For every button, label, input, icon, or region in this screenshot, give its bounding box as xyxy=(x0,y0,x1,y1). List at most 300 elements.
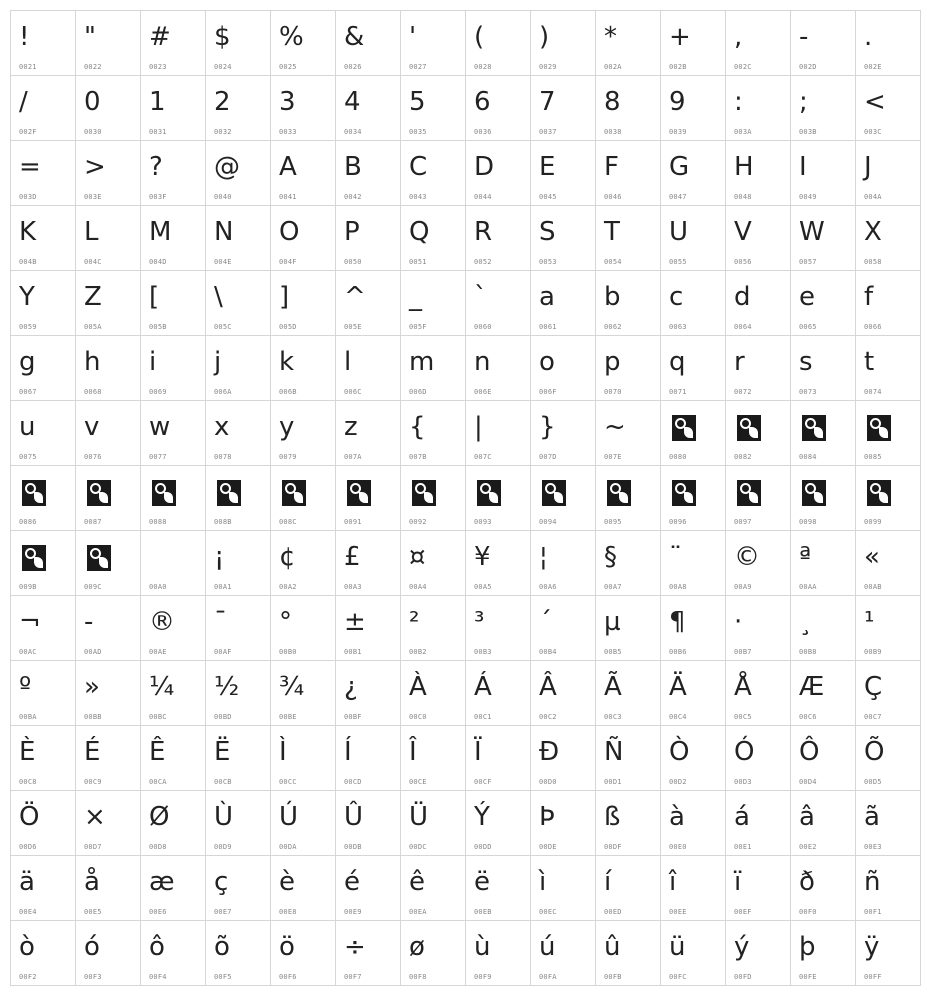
glyph-code: 00AD xyxy=(84,648,102,656)
glyph-cell xyxy=(271,206,335,270)
glyph-cell xyxy=(76,11,140,75)
glyph-code: 00F7 xyxy=(344,973,362,981)
glyph-cell xyxy=(661,271,725,335)
glyph-char: ¨ xyxy=(669,542,682,572)
glyph-cell xyxy=(401,856,465,920)
glyph-code: 0073 xyxy=(799,388,817,396)
glyph-char: þ xyxy=(799,932,816,962)
glyph-char: ½ xyxy=(214,672,240,702)
glyph-char: 1 xyxy=(149,87,166,117)
glyph-code: 00B5 xyxy=(604,648,622,656)
glyph-cell xyxy=(726,11,790,75)
glyph-cell xyxy=(76,856,140,920)
glyph-char: E xyxy=(539,152,556,182)
missing-glyph-icon xyxy=(217,480,241,506)
glyph-code: 004F xyxy=(279,258,297,266)
glyph-code: 00C8 xyxy=(19,778,37,786)
glyph-code: 00EE xyxy=(669,908,687,916)
glyph-cell xyxy=(856,856,920,920)
glyph-code: 00AB xyxy=(864,583,882,591)
missing-glyph-icon xyxy=(477,480,501,506)
glyph-cell xyxy=(466,726,530,790)
glyph-code: 0074 xyxy=(864,388,882,396)
glyph-char: Ê xyxy=(149,737,166,767)
glyph-code: 002B xyxy=(669,63,687,71)
glyph-cell xyxy=(11,466,75,530)
glyph-char: ý xyxy=(734,932,750,962)
glyph-cell xyxy=(141,596,205,660)
glyph-cell xyxy=(206,531,270,595)
glyph-char: { xyxy=(409,412,426,442)
glyph-code: 0079 xyxy=(279,453,297,461)
glyph-char: S xyxy=(539,217,556,247)
glyph-cell xyxy=(206,401,270,465)
glyph-char: ó xyxy=(84,932,100,962)
glyph-cell xyxy=(141,76,205,140)
glyph-code: 0086 xyxy=(19,518,37,526)
glyph-code: 0035 xyxy=(409,128,427,136)
glyph-cell xyxy=(401,76,465,140)
glyph-code: 00D1 xyxy=(604,778,622,786)
glyph-code: 00BC xyxy=(149,713,167,721)
missing-glyph-icon xyxy=(867,480,891,506)
glyph-code: 0031 xyxy=(149,128,167,136)
glyph-code: 0093 xyxy=(474,518,492,526)
glyph-code: 00BB xyxy=(84,713,102,721)
glyph-cell xyxy=(206,661,270,725)
missing-glyph-icon xyxy=(737,480,761,506)
glyph-code: 00EC xyxy=(539,908,557,916)
glyph-char: á xyxy=(734,802,750,832)
glyph-cell xyxy=(76,661,140,725)
glyph-char: v xyxy=(84,412,100,442)
glyph-cell xyxy=(271,466,335,530)
glyph-char: d xyxy=(734,282,751,312)
glyph-char: Î xyxy=(409,737,417,767)
glyph-cell xyxy=(726,661,790,725)
glyph-char: Q xyxy=(409,217,430,247)
glyph-cell xyxy=(856,271,920,335)
glyph-code: 00D4 xyxy=(799,778,817,786)
glyph-code: 0027 xyxy=(409,63,427,71)
glyph-char: ! xyxy=(19,22,30,52)
glyph-char: Ò xyxy=(669,737,690,767)
glyph-cell xyxy=(141,141,205,205)
glyph-code: 0099 xyxy=(864,518,882,526)
glyph-cell xyxy=(336,271,400,335)
glyph-code: 00FD xyxy=(734,973,752,981)
glyph-code: 00F5 xyxy=(214,973,232,981)
glyph-char: Ô xyxy=(799,737,820,767)
glyph-char: æ xyxy=(149,867,175,897)
glyph-char: | xyxy=(474,412,483,442)
glyph-char: £ xyxy=(344,542,361,572)
glyph-char: T xyxy=(604,217,620,247)
glyph-char: z xyxy=(344,412,358,442)
glyph-char: 3 xyxy=(279,87,296,117)
glyph-code: 00D5 xyxy=(864,778,882,786)
glyph-cell xyxy=(76,206,140,270)
glyph-cell xyxy=(856,141,920,205)
glyph-code: 00FB xyxy=(604,973,622,981)
glyph-cell xyxy=(336,466,400,530)
glyph-char: L xyxy=(84,217,99,247)
glyph-cell xyxy=(336,531,400,595)
glyph-char: Ý xyxy=(474,802,490,832)
glyph-cell xyxy=(466,856,530,920)
glyph-code: 006E xyxy=(474,388,492,396)
glyph-char: . xyxy=(864,22,873,52)
glyph-cell xyxy=(466,401,530,465)
glyph-char: j xyxy=(214,347,222,377)
glyph-cell xyxy=(596,856,660,920)
glyph-code: 005C xyxy=(214,323,232,331)
glyph-cell xyxy=(11,271,75,335)
glyph-char: $ xyxy=(214,22,231,52)
glyph-code: 0047 xyxy=(669,193,687,201)
glyph-char: Æ xyxy=(799,672,825,702)
glyph-char: i xyxy=(149,347,157,377)
glyph-code: 0030 xyxy=(84,128,102,136)
glyph-code: 00B9 xyxy=(864,648,882,656)
glyph-code: 007E xyxy=(604,453,622,461)
glyph-char: Y xyxy=(19,282,35,312)
glyph-code: 006C xyxy=(344,388,362,396)
glyph-cell xyxy=(661,596,725,660)
glyph-char: = xyxy=(19,152,41,182)
glyph-cell xyxy=(401,531,465,595)
glyph-code: 00C7 xyxy=(864,713,882,721)
glyph-char: å xyxy=(84,867,100,897)
glyph-char: ² xyxy=(409,607,420,637)
glyph-char: ä xyxy=(19,867,35,897)
glyph-cell xyxy=(76,791,140,855)
glyph-char: Ì xyxy=(279,737,287,767)
glyph-code: 0069 xyxy=(149,388,167,396)
glyph-code: 00AF xyxy=(214,648,232,656)
glyph-char: ê xyxy=(409,867,425,897)
glyph-char: x xyxy=(214,412,230,442)
glyph-code: 00A2 xyxy=(279,583,297,591)
glyph-code: 00C3 xyxy=(604,713,622,721)
glyph-cell xyxy=(336,791,400,855)
glyph-code: 00CC xyxy=(279,778,297,786)
missing-glyph-icon xyxy=(282,480,306,506)
glyph-cell xyxy=(856,596,920,660)
glyph-char: ¥ xyxy=(474,542,491,572)
glyph-cell xyxy=(856,791,920,855)
glyph-cell xyxy=(466,11,530,75)
glyph-char: ö xyxy=(279,932,295,962)
glyph-cell xyxy=(661,921,725,985)
glyph-cell xyxy=(596,466,660,530)
glyph-cell xyxy=(76,401,140,465)
glyph-code: 0057 xyxy=(799,258,817,266)
glyph-char: ¹ xyxy=(864,607,875,637)
glyph-cell xyxy=(271,76,335,140)
glyph-char: ë xyxy=(474,867,490,897)
glyph-code: 009B xyxy=(19,583,37,591)
glyph-cell xyxy=(76,596,140,660)
glyph-code: 0085 xyxy=(864,453,882,461)
glyph-code: 0037 xyxy=(539,128,557,136)
glyph-char: ü xyxy=(669,932,686,962)
glyph-code: 0066 xyxy=(864,323,882,331)
glyph-cell xyxy=(596,726,660,790)
glyph-code: 00E5 xyxy=(84,908,102,916)
glyph-char: F xyxy=(604,152,619,182)
glyph-code: 00EF xyxy=(734,908,752,916)
glyph-cell xyxy=(726,401,790,465)
glyph-char: D xyxy=(474,152,495,182)
glyph-char: p xyxy=(604,347,621,377)
glyph-char: Ñ xyxy=(604,737,624,767)
glyph-code: 00B7 xyxy=(734,648,752,656)
glyph-code: 00D9 xyxy=(214,843,232,851)
glyph-char: Í xyxy=(344,737,352,767)
glyph-code: 0071 xyxy=(669,388,687,396)
glyph-code: 0025 xyxy=(279,63,297,71)
glyph-cell xyxy=(206,856,270,920)
glyph-cell xyxy=(141,401,205,465)
glyph-char: Ó xyxy=(734,737,755,767)
glyph-char: é xyxy=(344,867,360,897)
glyph-code: 0070 xyxy=(604,388,622,396)
glyph-cell xyxy=(271,921,335,985)
glyph-code: 0038 xyxy=(604,128,622,136)
glyph-code: 0022 xyxy=(84,63,102,71)
glyph-code: 0036 xyxy=(474,128,492,136)
glyph-char: ¡ xyxy=(214,542,225,572)
glyph-code: 00AE xyxy=(149,648,167,656)
glyph-code: 0029 xyxy=(539,63,557,71)
glyph-char: B xyxy=(344,152,362,182)
glyph-char: N xyxy=(214,217,234,247)
glyph-code: 00F8 xyxy=(409,973,427,981)
glyph-char: ø xyxy=(409,932,425,962)
glyph-cell xyxy=(856,661,920,725)
glyph-code: 00FA xyxy=(539,973,557,981)
glyph-code: 00F3 xyxy=(84,973,102,981)
glyph-cell xyxy=(791,726,855,790)
glyph-code: 00C1 xyxy=(474,713,492,721)
glyph-char: â xyxy=(799,802,815,832)
glyph-char: Á xyxy=(474,672,492,702)
glyph-char: Ú xyxy=(279,802,299,832)
glyph-char: f xyxy=(864,282,874,312)
glyph-cell xyxy=(271,726,335,790)
glyph-char: 4 xyxy=(344,87,361,117)
glyph-cell xyxy=(596,401,660,465)
glyph-code: 00E1 xyxy=(734,843,752,851)
glyph-code: 0058 xyxy=(864,258,882,266)
glyph-cell xyxy=(531,791,595,855)
glyph-cell xyxy=(661,791,725,855)
glyph-char: Ø xyxy=(149,802,170,832)
glyph-code: 00A5 xyxy=(474,583,492,591)
glyph-code: 0075 xyxy=(19,453,37,461)
glyph-char: ã xyxy=(864,802,880,832)
glyph-code: 008B xyxy=(214,518,232,526)
glyph-code: 0039 xyxy=(669,128,687,136)
glyph-char: - xyxy=(84,607,94,637)
glyph-char: ' xyxy=(409,22,417,52)
glyph-cell xyxy=(596,531,660,595)
glyph-code: 00B4 xyxy=(539,648,557,656)
glyph-code: 00AA xyxy=(799,583,817,591)
glyph-char: 6 xyxy=(474,87,491,117)
glyph-cell xyxy=(726,726,790,790)
glyph-cell xyxy=(466,271,530,335)
glyph-char: e xyxy=(799,282,815,312)
glyph-cell xyxy=(76,141,140,205)
glyph-cell xyxy=(726,791,790,855)
missing-glyph-icon xyxy=(802,480,826,506)
glyph-char: ª xyxy=(799,542,812,572)
glyph-char: O xyxy=(279,217,300,247)
glyph-cell xyxy=(401,661,465,725)
glyph-code: 00A6 xyxy=(539,583,557,591)
glyph-cell xyxy=(401,921,465,985)
glyph-cell xyxy=(596,141,660,205)
glyph-char: 7 xyxy=(539,87,556,117)
glyph-cell xyxy=(206,466,270,530)
glyph-code: 0088 xyxy=(149,518,167,526)
glyph-cell xyxy=(401,791,465,855)
glyph-cell xyxy=(791,791,855,855)
glyph-cell xyxy=(271,11,335,75)
glyph-cell xyxy=(141,466,205,530)
missing-glyph-icon xyxy=(347,480,371,506)
glyph-char: ¶ xyxy=(669,607,686,637)
glyph-char: ì xyxy=(539,867,547,897)
glyph-char: 5 xyxy=(409,87,426,117)
glyph-code: 0024 xyxy=(214,63,232,71)
glyph-code: 00F2 xyxy=(19,973,37,981)
glyph-cell xyxy=(401,271,465,335)
glyph-code: 006B xyxy=(279,388,297,396)
glyph-char: Ã xyxy=(604,672,622,702)
glyph-char: I xyxy=(799,152,807,182)
glyph-cell xyxy=(791,596,855,660)
glyph-char: J xyxy=(864,152,872,182)
glyph-cell xyxy=(336,401,400,465)
glyph-char: ~ xyxy=(604,412,626,442)
glyph-cell xyxy=(271,401,335,465)
glyph-code: 0087 xyxy=(84,518,102,526)
glyph-cell xyxy=(661,661,725,725)
glyph-cell xyxy=(531,531,595,595)
glyph-char: , xyxy=(734,22,743,52)
glyph-code: 0050 xyxy=(344,258,362,266)
glyph-cell xyxy=(726,271,790,335)
glyph-code: 006D xyxy=(409,388,427,396)
glyph-char: î xyxy=(669,867,677,897)
glyph-cell xyxy=(11,921,75,985)
glyph-cell xyxy=(141,856,205,920)
glyph-code: 0062 xyxy=(604,323,622,331)
glyph-code: 00E7 xyxy=(214,908,232,916)
glyph-code: 0026 xyxy=(344,63,362,71)
missing-glyph-icon xyxy=(607,480,631,506)
glyph-cell xyxy=(661,11,725,75)
glyph-cell xyxy=(11,401,75,465)
glyph-cell xyxy=(531,661,595,725)
glyph-char: ¸ xyxy=(799,607,812,637)
glyph-cell xyxy=(336,141,400,205)
glyph-cell xyxy=(596,921,660,985)
glyph-cell xyxy=(791,531,855,595)
glyph-cell xyxy=(336,76,400,140)
glyph-code: 00E6 xyxy=(149,908,167,916)
glyph-char: k xyxy=(279,347,295,377)
glyph-code: 003A xyxy=(734,128,752,136)
glyph-cell xyxy=(726,76,790,140)
glyph-char: ÷ xyxy=(344,932,366,962)
glyph-char: ° xyxy=(279,607,292,637)
glyph-cell xyxy=(141,11,205,75)
missing-glyph-icon xyxy=(672,415,696,441)
glyph-code: 0048 xyxy=(734,193,752,201)
glyph-cell xyxy=(206,336,270,400)
glyph-cell xyxy=(336,661,400,725)
glyph-code: 006A xyxy=(214,388,232,396)
glyph-cell xyxy=(596,791,660,855)
glyph-cell xyxy=(206,726,270,790)
glyph-code: 00E9 xyxy=(344,908,362,916)
glyph-char: Ï xyxy=(474,737,482,767)
glyph-cell xyxy=(401,336,465,400)
glyph-code: 0056 xyxy=(734,258,752,266)
glyph-code: 0064 xyxy=(734,323,752,331)
glyph-char: Þ xyxy=(539,802,555,832)
glyph-cell xyxy=(661,401,725,465)
glyph-cell xyxy=(11,531,75,595)
glyph-code: 007B xyxy=(409,453,427,461)
glyph-code: 00DE xyxy=(539,843,557,851)
glyph-code: 00EA xyxy=(409,908,427,916)
glyph-cell xyxy=(531,271,595,335)
glyph-cell xyxy=(596,11,660,75)
glyph-grid xyxy=(10,10,921,986)
glyph-cell xyxy=(791,336,855,400)
glyph-char: ú xyxy=(539,932,556,962)
glyph-char: U xyxy=(669,217,689,247)
glyph-code: 00D7 xyxy=(84,843,102,851)
glyph-code: 006F xyxy=(539,388,557,396)
glyph-code: 00E2 xyxy=(799,843,817,851)
glyph-code: 002C xyxy=(734,63,752,71)
glyph-code: 00ED xyxy=(604,908,622,916)
glyph-cell xyxy=(661,856,725,920)
glyph-cell xyxy=(466,791,530,855)
glyph-cell xyxy=(11,206,75,270)
glyph-code: 00B8 xyxy=(799,648,817,656)
glyph-code: 0032 xyxy=(214,128,232,136)
glyph-char: Õ xyxy=(864,737,885,767)
glyph-char: R xyxy=(474,217,493,247)
glyph-cell xyxy=(596,596,660,660)
glyph-code: 0080 xyxy=(669,453,687,461)
glyph-code: 0091 xyxy=(344,518,362,526)
glyph-code: 007D xyxy=(539,453,557,461)
glyph-code: 00D8 xyxy=(149,843,167,851)
glyph-cell xyxy=(11,596,75,660)
glyph-char: m xyxy=(409,347,435,377)
glyph-char: © xyxy=(734,542,760,572)
glyph-cell xyxy=(466,466,530,530)
glyph-char: Û xyxy=(344,802,364,832)
